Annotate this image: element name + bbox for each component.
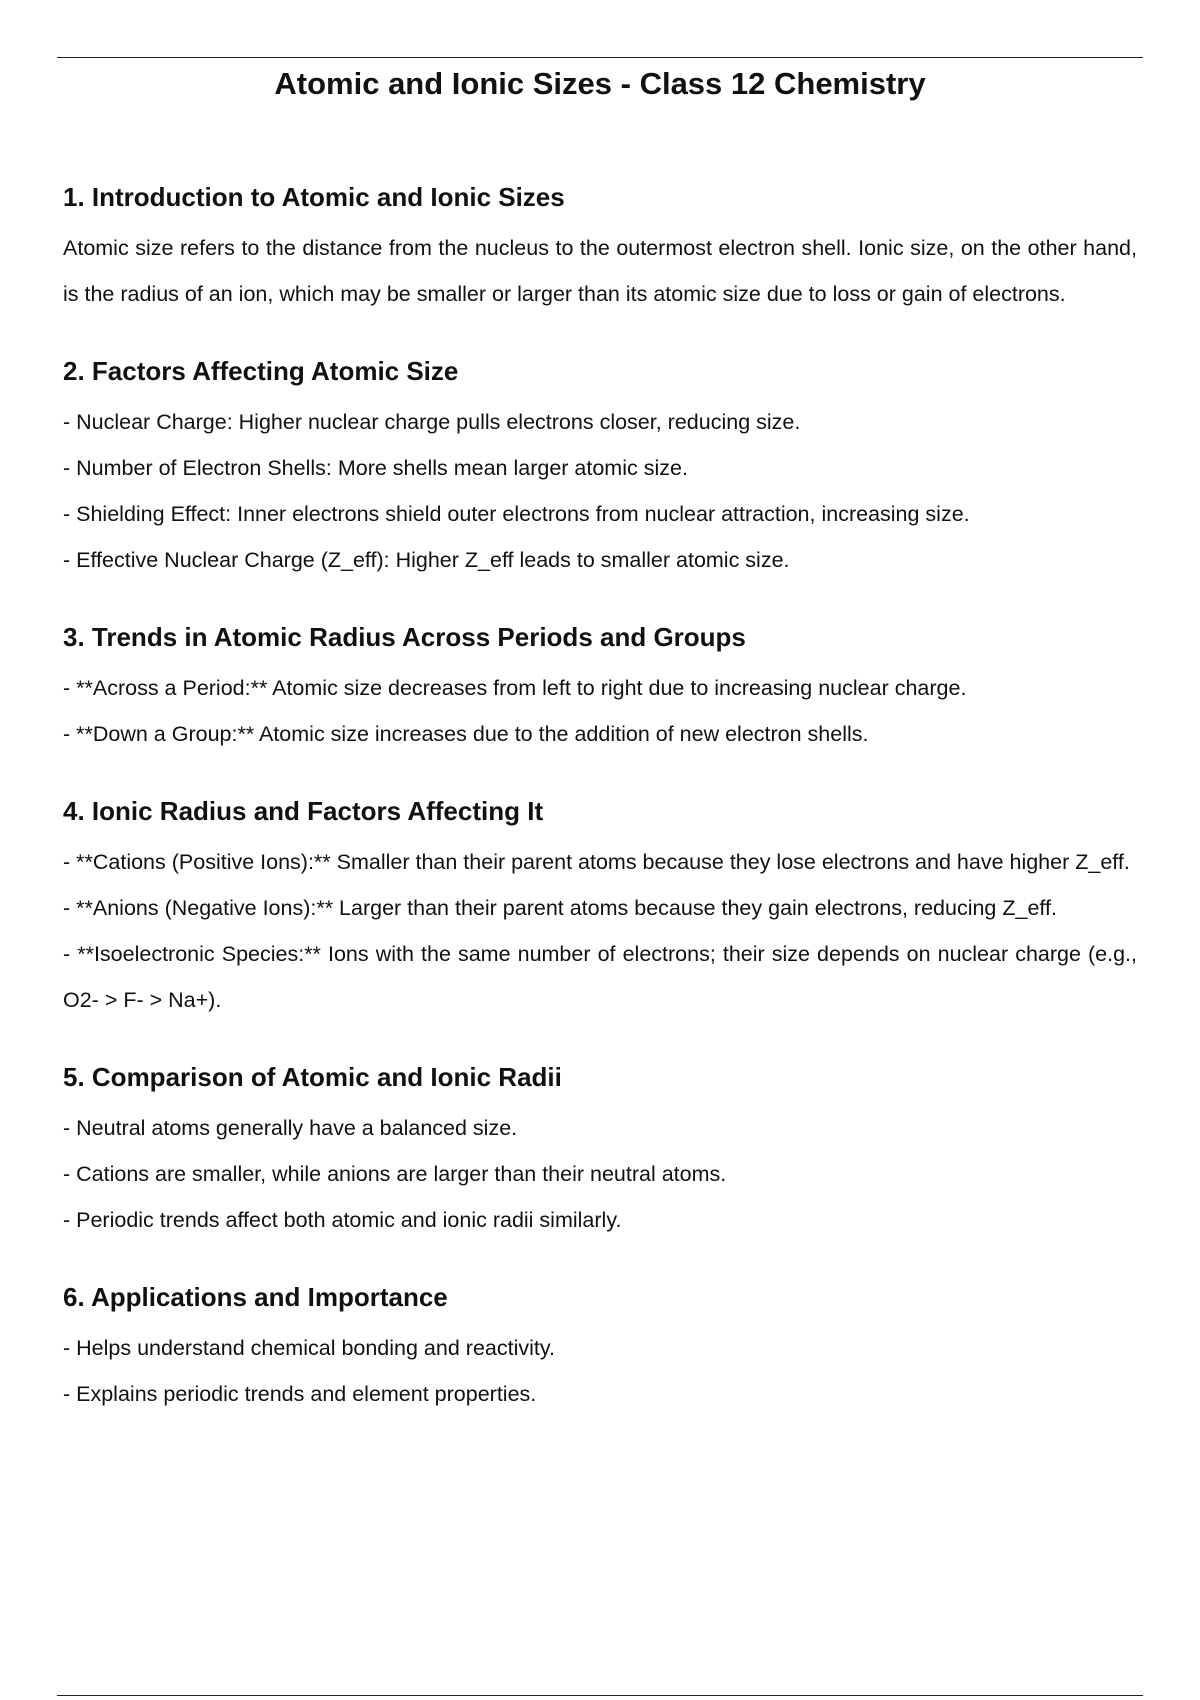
section-heading: 6. Applications and Importance — [63, 1282, 448, 1312]
list-item: - **Cations (Positive Ions):** Smaller than their parent atoms because they lose electrons and have higher Z_eff. — [63, 850, 1130, 874]
list-item: - Effective Nuclear Charge (Z_eff): Higher Z_eff leads to smaller atomic size. — [63, 548, 790, 572]
list-item: - Nuclear Charge: Higher nuclear charge pulls electrons closer, reducing size. — [63, 410, 801, 434]
section-heading: 4. Ionic Radius and Factors Affecting It — [63, 796, 544, 826]
section-trends-atomic-radius — [63, 615, 1137, 757]
section-heading: 2. Factors Affecting Atomic Size — [63, 356, 459, 386]
list-item: - Number of Electron Shells: More shells mean larger atomic size. — [63, 456, 688, 480]
list-item: - Explains periodic trends and element properties. — [63, 1382, 537, 1406]
list-item: - Neutral atoms generally have a balanced size. — [63, 1116, 518, 1140]
section-heading: 3. Trends in Atomic Radius Across Periods and Groups — [63, 622, 746, 652]
list-item: - **Isoelectronic Species:** Ions with the same number of electrons; their size depends on nuclear charge (e.g., O2- > F- > Na+). — [63, 942, 1137, 1012]
section-heading: 1. Introduction to Atomic and Ionic Sizes — [63, 182, 565, 212]
section-applications — [63, 1275, 1137, 1417]
section-factors-atomic-size — [63, 349, 1137, 583]
section-introduction — [63, 175, 1137, 317]
document-body — [63, 175, 1137, 1417]
list-item: - Cations are smaller, while anions are larger than their neutral atoms. — [63, 1162, 727, 1186]
section-comparison-radii — [63, 1055, 1137, 1243]
list-item: - Periodic trends affect both atomic and ionic radii similarly. — [63, 1208, 622, 1232]
list-item: - Helps understand chemical bonding and reactivity. — [63, 1336, 555, 1360]
top-rule — [57, 57, 1143, 58]
list-item: - **Across a Period:** Atomic size decreases from left to right due to increasing nuclear charge. — [63, 676, 967, 700]
list-item: - **Down a Group:** Atomic size increases due to the addition of new electron shells. — [63, 722, 869, 746]
section-heading: 5. Comparison of Atomic and Ionic Radii — [63, 1062, 562, 1092]
bottom-rule — [57, 1695, 1143, 1696]
section-ionic-radius — [63, 789, 1137, 1023]
list-item: - **Anions (Negative Ions):** Larger than their parent atoms because they gain electrons, reducing Z_eff. — [63, 896, 1057, 920]
list-item: - Shielding Effect: Inner electrons shield outer electrons from nuclear attraction, increasing size. — [63, 502, 970, 526]
section-paragraph: Atomic size refers to the distance from the nucleus to the outermost electron shell. Ionic size, on the other hand, is the radius of an ion, which may be smaller or larger than its atomic size due to loss or gain of electrons. — [63, 236, 1137, 306]
document-title: Atomic and Ionic Sizes - Class 12 Chemistry — [274, 66, 926, 101]
